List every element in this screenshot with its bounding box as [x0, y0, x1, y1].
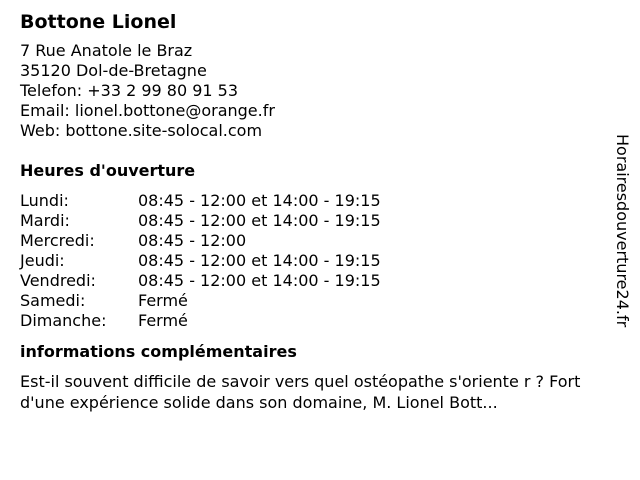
hours-row-jeudi — [20, 251, 610, 271]
hours-time: Fermé — [138, 311, 188, 330]
hours-day: Samedi: — [20, 291, 86, 310]
hours-row-vendredi — [20, 271, 610, 291]
hours-day: Lundi: — [20, 191, 69, 210]
hours-table — [20, 191, 610, 331]
hours-row-samedi — [20, 291, 610, 311]
hours-time: 08:45 - 12:00 et 14:00 - 19:15 — [138, 271, 381, 290]
hours-day: Dimanche: — [20, 311, 107, 330]
info-description: Est-il souvent difficile de savoir vers quel ostéopathe s'oriente r ? Fort d'une expérience solide dans son domaine, M. Lionel Bott... — [20, 372, 581, 412]
business-name: Bottone Lionel — [20, 11, 177, 33]
contact-block — [20, 41, 610, 141]
hours-heading: Heures d'ouverture — [20, 161, 196, 180]
hours-time: 08:45 - 12:00 et 14:00 - 19:15 — [138, 211, 381, 230]
hours-day: Mercredi: — [20, 231, 95, 250]
phone-line: Telefon: +33 2 99 80 91 53 — [20, 81, 239, 100]
info-heading: informations complémentaires — [20, 342, 297, 361]
hours-time: 08:45 - 12:00 — [138, 231, 247, 250]
hours-row-mercredi — [20, 231, 610, 251]
address-line-1: 7 Rue Anatole le Braz — [20, 41, 193, 60]
hours-day: Jeudi: — [20, 251, 65, 270]
hours-day: Vendredi: — [20, 271, 96, 290]
address-line-2: 35120 Dol-de-Bretagne — [20, 61, 207, 80]
business-card — [20, 10, 610, 413]
hours-row-mardi — [20, 211, 610, 231]
web-line: Web: bottone.site-solocal.com — [20, 121, 263, 140]
site-watermark: Horairesdouverture24.fr — [613, 134, 632, 328]
hours-day: Mardi: — [20, 211, 70, 230]
hours-row-lundi — [20, 191, 610, 211]
hours-time: 08:45 - 12:00 et 14:00 - 19:15 — [138, 191, 381, 210]
hours-row-dimanche — [20, 311, 610, 331]
hours-time: Fermé — [138, 291, 188, 310]
hours-time: 08:45 - 12:00 et 14:00 - 19:15 — [138, 251, 381, 270]
email-line: Email: lionel.bottone@orange.fr — [20, 101, 275, 120]
